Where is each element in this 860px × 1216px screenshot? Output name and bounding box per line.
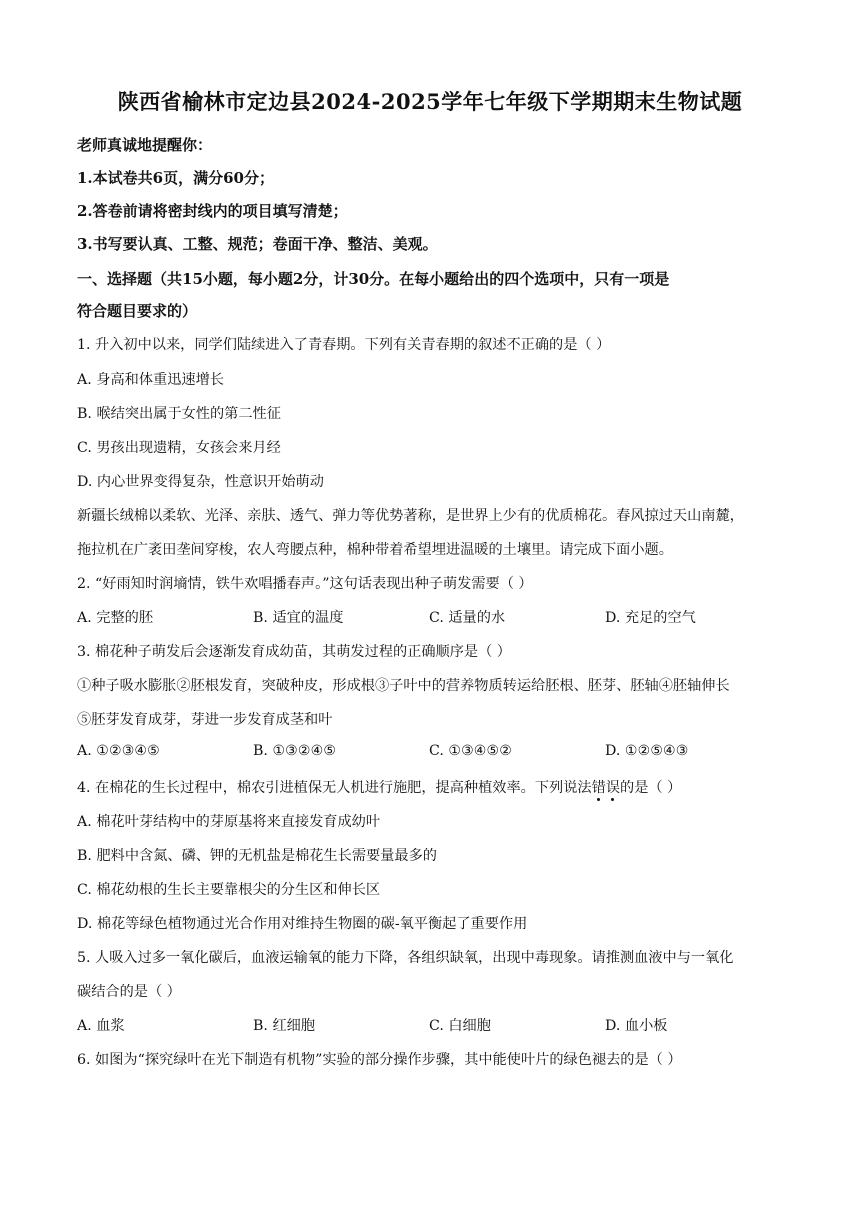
question-4-option-b: B. 肥料中含氮、磷、钾的无机盐是棉花生长需要量最多的 (77, 848, 437, 864)
question-4-option-a: A. 棉花叶芽结构中的芽原基将来直接发育成幼叶 (77, 814, 381, 830)
section-heading-line-1: 一、选择题（共15小题，每小题2分，计30分。在每小题给出的四个选项中，只有一项是 (77, 270, 670, 288)
reminder-item-2: 2.答卷前请将密封线内的项目填写清楚； (77, 202, 348, 220)
question-2-options (77, 607, 783, 627)
question-6-stem: 6. 如图为“探究绿叶在光下制造有机物”实验的部分操作步骤，其中能使叶片的绿色褪去的是（ ） (77, 1052, 682, 1068)
question-4-option-c: C. 棉花幼根的生长主要靠根尖的分生区和伸长区 (77, 882, 381, 898)
reminder-heading: 老师真诚地提醒你： (77, 136, 213, 154)
question-3-option-b: B. ①③②④⑤ (253, 743, 337, 759)
reminder-item-3: 3.书写要认真、工整、规范；卷面干净、整洁、美观。 (77, 235, 438, 253)
question-1-option-c: C. 男孩出现遗精，女孩会来月经 (77, 440, 281, 456)
question-4-option-d: D. 棉花等绿色植物通过光合作用对维持生物圈的碳-氧平衡起了重要作用 (77, 916, 528, 932)
question-2-option-b: B. 适宜的温度 (253, 610, 344, 626)
question-5-option-d: D. 血小板 (605, 1018, 668, 1034)
question-5-option-a: A. 血浆 (77, 1018, 125, 1034)
question-2-option-d: D. 充足的空气 (605, 610, 696, 626)
question-5-stem-line-2: 碳结合的是（ ） (77, 984, 181, 1000)
question-3-stem: 3. 棉花种子萌发后会逐渐发育成幼苗，其萌发过程的正确顺序是（ ） (77, 644, 511, 660)
question-3-steps-line-2: ⑤胚芽发育成芽，芽进一步发育成茎和叶 (77, 712, 333, 728)
question-1-option-b: B. 喉结突出属于女性的第二性征 (77, 406, 281, 422)
question-1-option-a: A. 身高和体重迅速增长 (77, 372, 224, 388)
section-heading-line-2: 符合题目要求的） (77, 302, 198, 320)
exam-title: 陕西省榆林市定边县2024-2025学年七年级下学期期末生物试题 (117, 89, 743, 114)
question-5-options (77, 1015, 783, 1035)
question-2-stem: 2. “好雨知时润墒情，铁牛欢唱播春声。”这句话表现出种子萌发需要（ ） (77, 576, 533, 592)
question-5-stem: 5. 人吸入过多一氧化碳后，血液运输氧的能力下降，各组织缺氧，出现中毒现象。请推测血液中与一氧化 (77, 950, 734, 966)
question-1-stem: 1. 升入初中以来，同学们陆续进入了青春期。下列有关青春期的叙述不正确的是（ ） (77, 337, 611, 353)
question-3-option-d: D. ①②⑤④③ (605, 743, 689, 759)
passage-line-2: 拖拉机在广袤田垄间穿梭，农人弯腰点种，棉种带着希望埋进温暖的土壤里。请完成下面小题。 (77, 542, 673, 558)
question-2-option-c: C. 适量的水 (429, 610, 506, 626)
emphasis-char: 误 (605, 780, 621, 796)
question-5-option-b: B. 红细胞 (253, 1018, 316, 1034)
question-3-steps-line-1: ①种子吸水膨胀②胚根发育，突破种皮，形成根③子叶中的营养物质转运给胚根、胚芽、胚轴④胚轴伸长 (77, 678, 730, 694)
passage-line-1: 新疆长绒棉以柔软、光泽、亲肤、透气、弹力等优势著称，是世界上少有的优质棉花。春风掠过天山南麓， (77, 508, 744, 524)
emphasis-char: 错 (591, 780, 606, 796)
question-4-stem-end: 的是（ ） (620, 780, 682, 796)
question-4-stem-text: 4. 在棉花的生长过程中，棉农引进植保无人机进行施肥，提高种植效率。下列说法 (77, 780, 592, 796)
question-5-option-c: C. 白细胞 (429, 1018, 491, 1034)
question-1-option-d: D. 内心世界变得复杂，性意识开始萌动 (77, 474, 324, 490)
question-3-option-c: C. ①③④⑤② (429, 743, 512, 759)
question-2-option-a: A. 完整的胚 (77, 610, 154, 626)
question-4-stem (77, 777, 681, 797)
reminder-item-1: 1.本试卷共6页，满分60分； (77, 169, 274, 187)
question-3-options (77, 743, 783, 763)
question-3-option-a: A. ①②③④⑤ (77, 743, 160, 759)
